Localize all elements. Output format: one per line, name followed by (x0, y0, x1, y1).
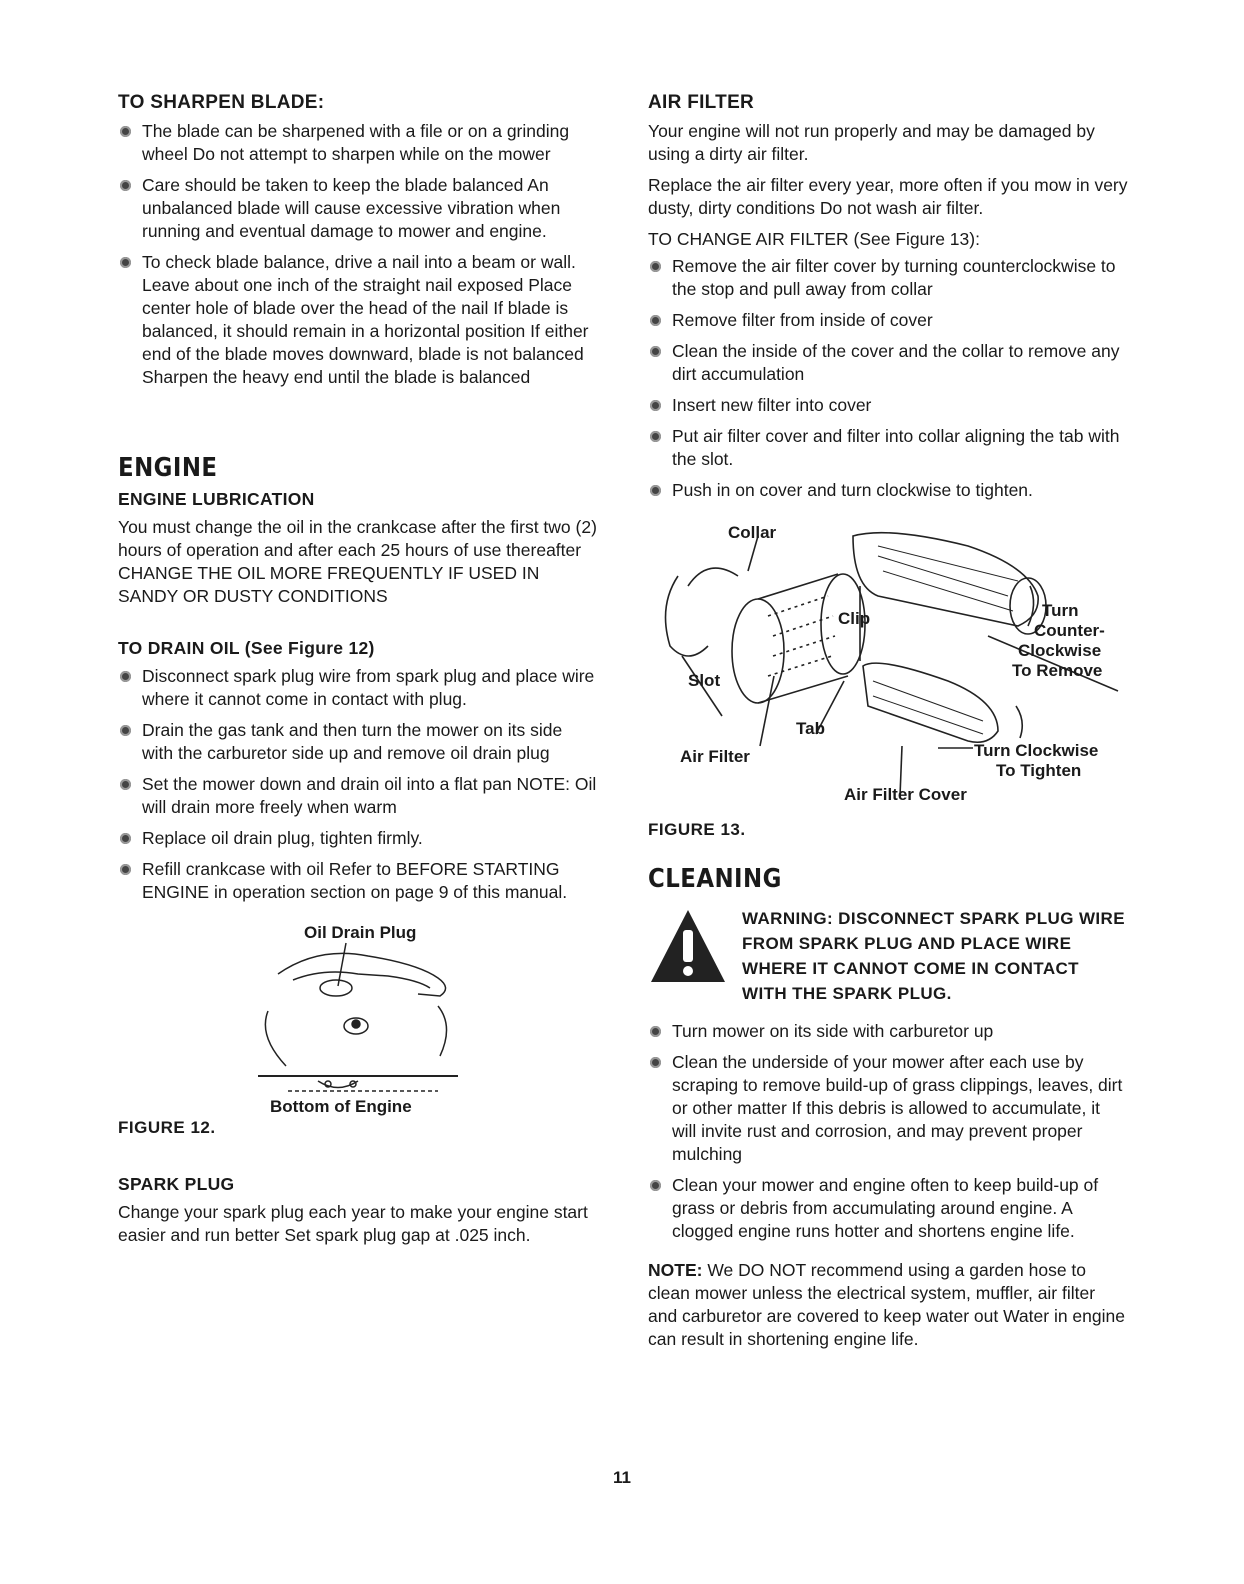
collar-label: Collar (728, 523, 777, 542)
list-item: Push in on cover and turn clockwise to tighten. (648, 479, 1128, 502)
turn-ccw-label-2: Counter- (1034, 621, 1105, 640)
air-filter-cover-label: Air Filter Cover (844, 785, 967, 804)
bullet-icon (120, 126, 131, 137)
bullet-icon (650, 261, 661, 272)
air-filter-diagram (648, 516, 1128, 816)
bullet-icon (650, 400, 661, 411)
list-item: Put air filter cover and filter into collar aligning the tab with the slot. (648, 425, 1128, 471)
turn-ccw-label-4: To Remove (1012, 661, 1103, 680)
bullet-icon (120, 833, 131, 844)
bullet-icon (120, 180, 131, 191)
air-filter-intro-2: Replace the air filter every year, more often if you mow in very dusty, dirty conditions Do not wash air filter. (648, 175, 1128, 218)
figure-12 (118, 916, 598, 1116)
figure12-label-top: Oil Drain Plug (304, 923, 417, 942)
bullet-icon (120, 257, 131, 268)
sharpen-heading: TO SHARPEN BLADE: (118, 92, 325, 113)
figure12-title: FIGURE 12. (118, 1118, 216, 1137)
bullet-icon (650, 1180, 661, 1191)
engine-heading: ENGINE (118, 453, 218, 483)
figure12-label-bottom: Bottom of Engine (270, 1097, 412, 1116)
spark-plug-text: Change your spark plug each year to make your engine start easier and run better Set spark plug gap at .025 inch. (118, 1202, 588, 1245)
turn-cw-label-1: Turn Clockwise (974, 741, 1099, 760)
list-item: Remove filter from inside of cover (648, 309, 1128, 332)
air-filter-heading: AIR FILTER (648, 92, 755, 113)
bullet-icon (650, 315, 661, 326)
list-item: Care should be taken to keep the blade balanced An unbalanced blade will cause excessive vibration when running and eventual damage to mower and engine. (118, 174, 598, 243)
air-filter-list (648, 255, 1128, 502)
spark-plug-heading: SPARK PLUG (118, 1174, 235, 1194)
note-text: We DO NOT recommend using a garden hose to clean mower unless the electrical system, muffler, air filter and carburetor are covered to keep water out Water in engine can result in shortening engine life. (648, 1260, 1125, 1349)
list-item: Drain the gas tank and then turn the mower on its side with the carburetor side up and remove oil drain plug (118, 719, 598, 765)
figure-13 (648, 516, 1128, 816)
bullet-icon (120, 864, 131, 875)
slot-label: Slot (688, 671, 721, 690)
oil-drain-plug-diagram (118, 916, 598, 1116)
cleaning-heading: CLEANING (648, 864, 782, 894)
warning-triangle-icon (648, 906, 728, 986)
bullet-icon (650, 1057, 661, 1068)
drain-oil-heading: TO DRAIN OIL (See Figure 12) (118, 638, 375, 658)
list-item: Clean the inside of the cover and the collar to remove any dirt accumulation (648, 340, 1128, 386)
turn-ccw-label-3: Clockwise (1018, 641, 1102, 660)
list-item: To check blade balance, drive a nail into a beam or wall. Leave about one inch of the straight nail exposed Place center hole of blade over the head of the nail If blade is balanced, it should remain in a horizontal position If either end of the blade moves downward, blade is not balanced Sharpen the heavy end until the blade is balanced (118, 251, 598, 389)
list-item: Disconnect spark plug wire from spark plug and place wire where it cannot come in contact with plug. (118, 665, 598, 711)
figure13-title: FIGURE 13. (648, 820, 746, 839)
air-filter-intro-1: Your engine will not run properly and may be damaged by using a dirty air filter. (648, 121, 1095, 164)
change-air-filter-heading: TO CHANGE AIR FILTER (See Figure 13): (648, 229, 980, 249)
list-item: Clean the underside of your mower after each use by scraping to remove build-up of grass clippings, leaves, dirt or other matter If this debris is allowed to accumulate, it will invite rust and corrosion, and may prevent proper mulching (648, 1051, 1128, 1166)
list-item: Replace oil drain plug, tighten firmly. (118, 827, 598, 850)
bullet-icon (120, 671, 131, 682)
air-filter-label: Air Filter (680, 747, 750, 766)
list-item: Refill crankcase with oil Refer to BEFORE STARTING ENGINE in operation section on page 9 of this manual. (118, 858, 598, 904)
bullet-icon (120, 779, 131, 790)
bullet-icon (650, 485, 661, 496)
left-column (118, 92, 598, 1255)
tab-label: Tab (796, 719, 825, 738)
list-item: Set the mower down and drain oil into a flat pan NOTE: Oil will drain more freely when warm (118, 773, 598, 819)
list-item: Remove the air filter cover by turning counterclockwise to the stop and pull away from collar (648, 255, 1128, 301)
page-number: 11 (613, 1468, 631, 1487)
list-item: Clean your mower and engine often to keep build-up of grass or debris from accumulating around engine. A clogged engine runs hotter and shortens engine life. (648, 1174, 1128, 1243)
bullet-icon (650, 1026, 661, 1037)
drain-oil-list (118, 665, 598, 904)
cleaning-note (648, 1259, 1128, 1351)
note-label: NOTE: (648, 1260, 703, 1280)
warning-text: WARNING: DISCONNECT SPARK PLUG WIRE FROM SPARK PLUG AND PLACE WIRE WHERE IT CANNOT COME IN CONTACT WITH THE SPARK PLUG. (742, 909, 1125, 1003)
engine-lubrication-heading: ENGINE LUBRICATION (118, 489, 315, 509)
bullet-icon (650, 346, 661, 357)
turn-cw-label-2: To Tighten (996, 761, 1082, 780)
list-item: The blade can be sharpened with a file or on a grinding wheel Do not attempt to sharpen while on the mower (118, 120, 598, 166)
right-column (648, 92, 1128, 1359)
bullet-icon (120, 725, 131, 736)
warning-box (648, 906, 1128, 1006)
turn-ccw-label-1: Turn (1042, 601, 1079, 620)
clip-label: Clip (838, 609, 871, 628)
sharpen-list (118, 120, 598, 389)
bullet-icon (650, 431, 661, 442)
cleaning-list (648, 1020, 1128, 1243)
list-item: Insert new filter into cover (648, 394, 1128, 417)
list-item: Turn mower on its side with carburetor up (648, 1020, 1128, 1043)
engine-lubrication-text: You must change the oil in the crankcase after the first two (2) hours of operation and after each 25 hours of use thereafter CHANGE THE OIL MORE FREQUENTLY IF USED IN SANDY OR DUSTY CONDITIONS (118, 517, 597, 606)
